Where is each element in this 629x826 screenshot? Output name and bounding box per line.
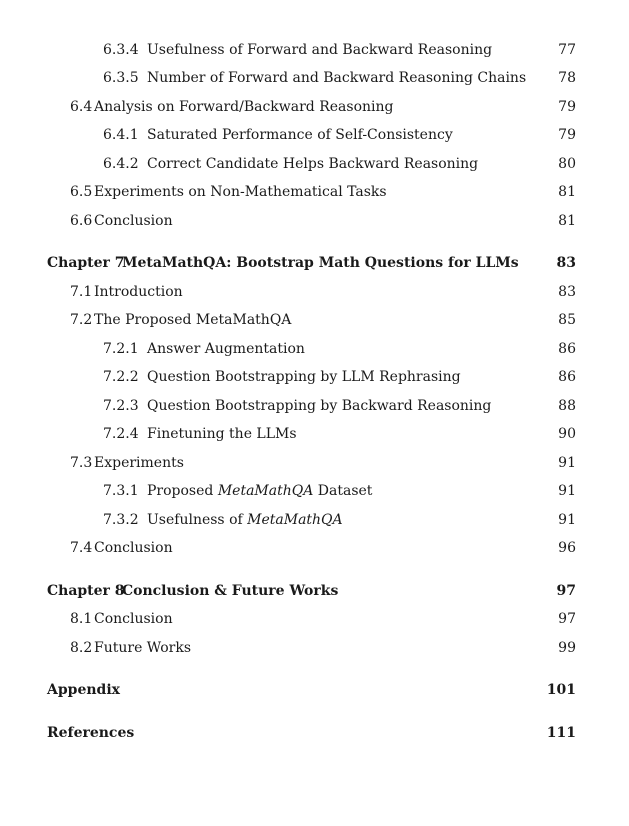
section-title: Question Bootstrapping by LLM Rephrasing xyxy=(147,369,461,385)
section-number: 6.4.2 xyxy=(103,156,139,172)
chapter-number: Chapter 8 xyxy=(47,583,125,599)
toc-entry-6-4[interactable] xyxy=(0,97,629,117)
section-title: Introduction xyxy=(94,284,183,300)
section-title: Correct Candidate Helps Backward Reasoning xyxy=(147,156,479,172)
toc-entry-7-2-3[interactable] xyxy=(0,396,629,416)
section-title: Finetuning the LLMs xyxy=(147,426,297,442)
toc-entry-7-3-1[interactable] xyxy=(0,481,629,501)
page-number: 97 xyxy=(556,583,576,599)
title-prefix: Proposed xyxy=(147,483,214,499)
toc-entry-8-1[interactable] xyxy=(0,609,629,629)
page-number: 81 xyxy=(558,184,576,200)
page-number: 79 xyxy=(558,127,576,143)
toc-entry-6-4-1[interactable] xyxy=(0,125,629,145)
toc-chapter-7[interactable] xyxy=(0,253,629,273)
section-number: 7.2.1 xyxy=(103,341,139,357)
title-prefix: Usefulness of xyxy=(147,512,243,528)
section-title: Experiments on Non-Mathematical Tasks xyxy=(94,184,387,200)
title-emphasis: MetaMathQA xyxy=(247,512,343,528)
section-number: 7.1 xyxy=(70,284,93,300)
page-number: 97 xyxy=(558,611,576,627)
section-number: 8.2 xyxy=(70,640,93,656)
section-title xyxy=(147,510,343,530)
section-number: 6.5 xyxy=(70,184,93,200)
references-title: References xyxy=(47,725,135,741)
section-title: Usefulness of Forward and Backward Reasoning xyxy=(147,42,493,58)
page-number: 101 xyxy=(546,682,576,698)
section-title xyxy=(147,481,372,501)
page-number: 91 xyxy=(558,483,576,499)
section-number: 6.4 xyxy=(70,99,93,115)
page-number: 86 xyxy=(558,341,576,357)
page-number: 80 xyxy=(558,156,576,172)
toc-entry-6-3-5[interactable] xyxy=(0,68,629,88)
toc-entry-6-3-4[interactable] xyxy=(0,40,629,60)
section-title: Conclusion xyxy=(94,540,173,556)
page-number: 91 xyxy=(558,455,576,471)
toc-entry-6-5[interactable] xyxy=(0,182,629,202)
toc-entry-7-3-2[interactable] xyxy=(0,510,629,530)
section-number: 7.3.1 xyxy=(103,483,139,499)
page-number: 83 xyxy=(558,284,576,300)
section-title: Question Bootstrapping by Backward Reasoning xyxy=(147,398,492,414)
toc-appendix[interactable] xyxy=(0,680,629,700)
section-title: Answer Augmentation xyxy=(147,341,305,357)
toc-entry-6-6[interactable] xyxy=(0,211,629,231)
page-number: 111 xyxy=(546,725,576,741)
section-number: 6.4.1 xyxy=(103,127,139,143)
section-title: Analysis on Forward/Backward Reasoning xyxy=(94,99,394,115)
page-number: 85 xyxy=(558,312,576,328)
toc-entry-7-2-2[interactable] xyxy=(0,367,629,387)
section-number: 7.2.3 xyxy=(103,398,139,414)
page-number: 83 xyxy=(556,255,576,271)
page-number: 77 xyxy=(558,42,576,58)
section-title: Number of Forward and Backward Reasoning Chains xyxy=(147,70,527,86)
section-number: 7.2.4 xyxy=(103,426,139,442)
section-number: 7.4 xyxy=(70,540,93,556)
page-number: 88 xyxy=(558,398,576,414)
toc-references[interactable] xyxy=(0,723,629,743)
chapter-number: Chapter 7 xyxy=(47,255,125,271)
page-number: 91 xyxy=(558,512,576,528)
page-number: 86 xyxy=(558,369,576,385)
section-number: 7.3.2 xyxy=(103,512,139,528)
toc-entry-8-2[interactable] xyxy=(0,638,629,658)
appendix-title: Appendix xyxy=(47,682,120,698)
toc-chapter-8[interactable] xyxy=(0,581,629,601)
section-title: Saturated Performance of Self-Consistency xyxy=(147,127,453,143)
section-title: Conclusion xyxy=(94,213,173,229)
page-number: 90 xyxy=(558,426,576,442)
toc-entry-7-3[interactable] xyxy=(0,453,629,473)
section-title: Future Works xyxy=(94,640,192,656)
title-emphasis: MetaMathQA xyxy=(217,483,314,499)
title-suffix: Dataset xyxy=(317,483,373,499)
section-number: 7.3 xyxy=(70,455,93,471)
page-number: 79 xyxy=(558,99,576,115)
section-number: 6.6 xyxy=(70,213,93,229)
section-title: Experiments xyxy=(94,455,184,471)
toc-entry-7-2-4[interactable] xyxy=(0,424,629,444)
section-number: 8.1 xyxy=(70,611,93,627)
toc-entry-7-4[interactable] xyxy=(0,538,629,558)
page-number: 81 xyxy=(558,213,576,229)
section-number: 6.3.4 xyxy=(103,42,139,58)
page-number: 99 xyxy=(558,640,576,656)
section-title: The Proposed MetaMathQA xyxy=(94,312,292,328)
chapter-title: MetaMathQA: Bootstrap Math Questions for LLMs xyxy=(122,255,519,271)
chapter-title: Conclusion & Future Works xyxy=(122,583,339,599)
section-title: Conclusion xyxy=(94,611,173,627)
toc-entry-7-1[interactable] xyxy=(0,282,629,302)
page-number: 78 xyxy=(558,70,576,86)
section-number: 7.2 xyxy=(70,312,93,328)
section-number: 6.3.5 xyxy=(103,70,139,86)
toc-entry-7-2-1[interactable] xyxy=(0,339,629,359)
toc-entry-7-2[interactable] xyxy=(0,310,629,330)
toc-entry-6-4-2[interactable] xyxy=(0,154,629,174)
page-number: 96 xyxy=(558,540,576,556)
section-number: 7.2.2 xyxy=(103,369,139,385)
